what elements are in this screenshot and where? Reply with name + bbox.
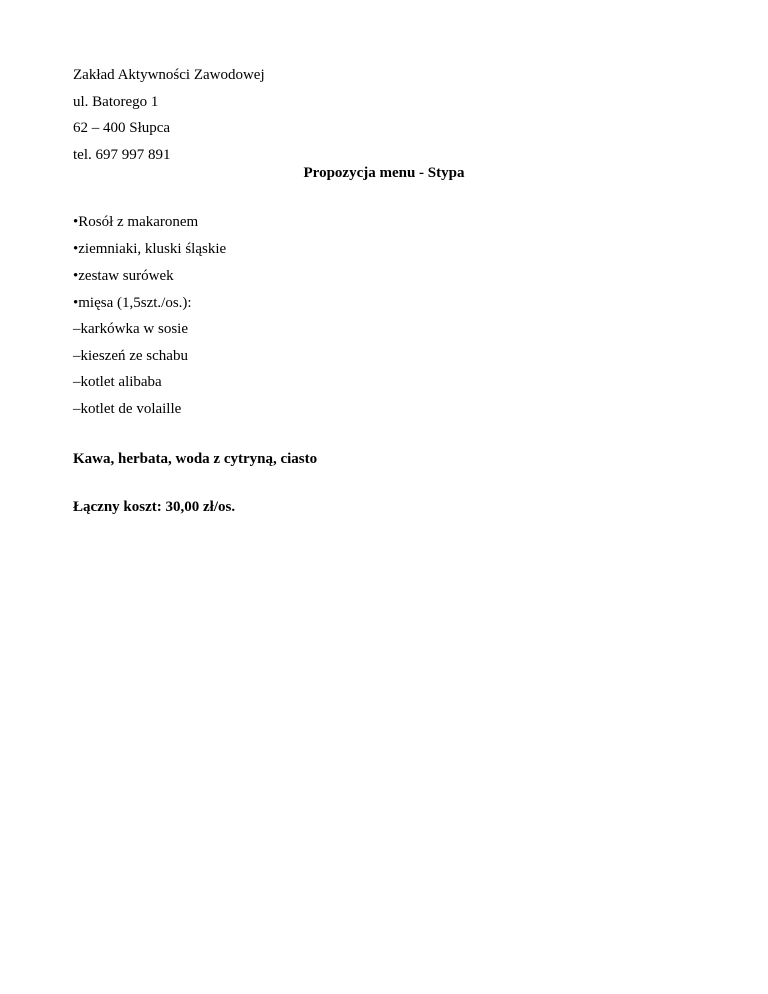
extras-line: Kawa, herbata, woda z cytryną, ciasto bbox=[73, 451, 318, 467]
menu-item: •mięsa (1,5szt./os.): bbox=[73, 295, 192, 311]
menu-item: •ziemniaki, kluski śląskie bbox=[73, 241, 227, 257]
menu-item: •zestaw surówek bbox=[73, 268, 174, 284]
org-name: Zakład Aktywności Zawodowej bbox=[73, 67, 265, 83]
total-cost: Łączny koszt: 30,00 zł/os. bbox=[73, 499, 236, 515]
street-address: ul. Batorego 1 bbox=[73, 94, 159, 110]
city-postal: 62 – 400 Słupca bbox=[73, 120, 171, 136]
menu-item: •Rosół z makaronem bbox=[73, 214, 199, 230]
menu-subitem: –kieszeń ze schabu bbox=[73, 348, 188, 364]
phone-number: tel. 697 997 891 bbox=[73, 147, 171, 163]
menu-subitem: –kotlet alibaba bbox=[73, 374, 162, 390]
menu-title bbox=[0, 166, 768, 181]
menu-title-text: Propozycja menu - Stypa bbox=[303, 165, 465, 181]
menu-subitem: –karkówka w sosie bbox=[73, 321, 188, 337]
menu-subitem: –kotlet de volaille bbox=[73, 401, 182, 417]
